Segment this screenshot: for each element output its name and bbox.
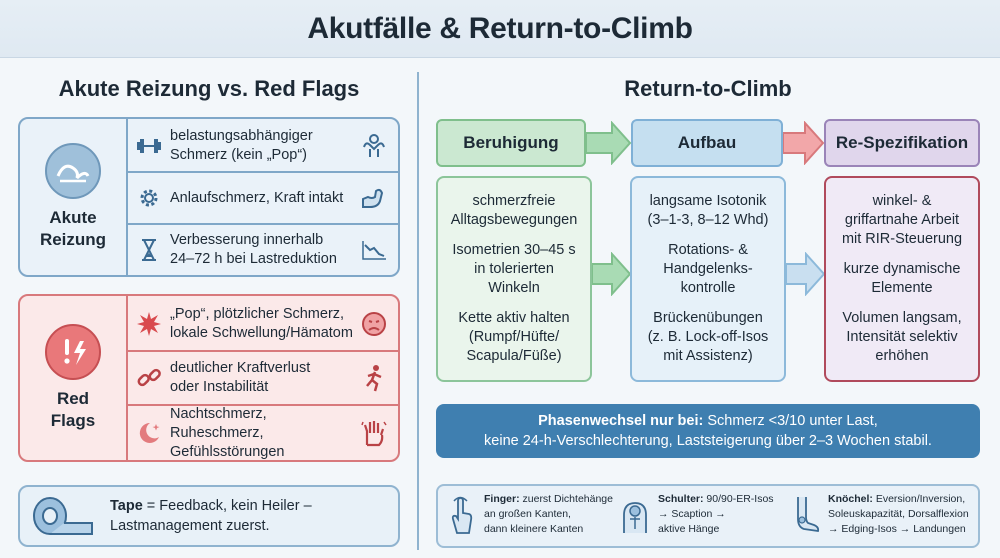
beruhigung-item-3: Kette aktiv halten (Rumpf/Hüfte/ Scapula/Füße) xyxy=(458,310,570,365)
akut-row-3-line2: 24–72 h bei Lastreduktion xyxy=(170,251,337,267)
tape-note xyxy=(18,485,400,547)
red-row-3-line2: Gefühlsstörungen xyxy=(170,443,285,460)
falling-person-icon xyxy=(360,364,388,392)
muscle-arm-icon xyxy=(360,184,388,212)
right-heading: Return-to-Climb xyxy=(624,76,792,101)
banner-line1: Schmerz <3/10 unter Last, xyxy=(703,413,878,429)
akut-row-3-line1: Verbesserung innerhalb xyxy=(170,232,324,248)
red-row-1-line2: lokale Schwellung/Hämatom xyxy=(170,325,353,341)
page-title: Akutfälle & Return-to-Climb xyxy=(307,11,693,45)
tip-finger-line2: an großen Kanten, xyxy=(484,508,571,520)
akute-reizung-panel xyxy=(18,117,400,277)
beruhigung-item-2: Isometrien 30–45 s in tolerierten Winkeln xyxy=(452,241,576,296)
phase-change-banner xyxy=(436,404,980,458)
aufbau-item-2: Rotations- & Handgelenks- kontrolle xyxy=(663,241,753,296)
red-row-1 xyxy=(128,298,398,350)
akute-reizung-label xyxy=(20,119,126,275)
title-bar xyxy=(0,0,1000,58)
akut-row-1 xyxy=(128,121,398,171)
column-divider xyxy=(417,72,419,550)
akut-row-3 xyxy=(128,225,398,275)
tip-knoechel xyxy=(788,492,969,538)
finger-tap-icon xyxy=(444,492,478,538)
phase-respezifikation-header: Re-Spezifikation xyxy=(824,119,980,167)
tip-knoechel-bold: Knöchel: xyxy=(828,493,873,505)
red-row-2-line2: oder Instabilität xyxy=(170,379,269,395)
tip-knoechel-line1: Eversion/Inversion, xyxy=(872,493,966,505)
tips-box xyxy=(436,484,980,548)
respez-item-3: Volumen langsam, Intensität selektiv erhöhen xyxy=(842,310,962,365)
arrow-header-2 xyxy=(783,121,825,165)
tip-knoechel-line3: → Edging-Isos → Landungen xyxy=(828,523,966,535)
alert-lightning-icon xyxy=(45,324,101,380)
phase-aufbau-body xyxy=(630,176,786,382)
respez-item-1: winkel- & griffartnahe Arbeit mit RIR-Steuerung xyxy=(841,192,963,247)
tape-line1: = Feedback, kein Heiler – xyxy=(142,498,312,514)
phase-respezifikation-body xyxy=(824,176,980,382)
wave-icon xyxy=(45,143,101,199)
moon-star-icon xyxy=(136,420,162,446)
tip-schulter-line3: aktive Hänge xyxy=(658,523,720,535)
red-flags-label xyxy=(20,296,126,460)
red-row-1-line1: „Pop“, plötzlicher Schmerz, xyxy=(170,306,345,322)
hourglass-icon xyxy=(136,237,162,263)
tip-finger-line3: dann kleinere Kanten xyxy=(484,523,584,535)
ankle-icon xyxy=(788,492,822,538)
akut-row-2 xyxy=(128,173,398,223)
tip-finger-bold: Finger: xyxy=(484,493,520,505)
phase-aufbau-header: Aufbau xyxy=(631,119,783,167)
left-heading: Akute Reizung vs. Red Flags xyxy=(58,76,360,101)
tip-schulter-bold: Schulter: xyxy=(658,493,704,505)
burst-icon xyxy=(136,311,162,337)
akut-row-1-line2: Schmerz (kein „Pop“) xyxy=(170,147,307,163)
red-row-2 xyxy=(128,352,398,404)
akut-row-1-line1: belastungsabhängiger xyxy=(170,128,313,144)
gear-icon xyxy=(136,185,162,211)
tape-roll-icon xyxy=(28,491,98,541)
red-flags-panel xyxy=(18,294,400,462)
akute-label-line2: Reizung xyxy=(39,230,107,249)
red-label-line2: Flags xyxy=(50,411,96,430)
red-row-2-line1: deutlicher Kraftverlust xyxy=(170,360,311,376)
tip-finger xyxy=(444,492,613,538)
red-row-3 xyxy=(128,406,398,460)
tip-finger-line1: zuerst Dichtehänge xyxy=(519,493,613,505)
respez-item-2: kurze dynamische Elemente xyxy=(843,260,961,296)
broken-chain-icon xyxy=(136,365,162,391)
akut-row-2-line1: Anlaufschmerz, Kraft intakt xyxy=(170,189,344,206)
red-label-line1: Red xyxy=(56,389,90,408)
beruhigung-item-1: schmerzfreie Alltagsbewegungen xyxy=(450,192,578,228)
shoulder-icon xyxy=(618,492,652,538)
flexing-arm-icon xyxy=(360,132,388,160)
red-row-3-line1: Nachtschmerz, Ruheschmerz, xyxy=(170,405,267,441)
akute-label-line1: Akute xyxy=(49,208,97,227)
banner-line2: keine 24-h-Verschlechterung, Laststeigerung über 2–3 Wochen stabil. xyxy=(484,433,932,449)
aufbau-item-3: Brückenübungen (z. B. Lock-off-Isos mit Assistenz) xyxy=(647,310,769,365)
pain-face-icon xyxy=(360,310,388,338)
arrow-body-2 xyxy=(786,252,826,296)
phase-beruhigung-body xyxy=(436,176,592,382)
phase-beruhigung-header: Beruhigung xyxy=(436,119,586,167)
tip-knoechel-line2: Soleuskapazität, Dorsalflexion xyxy=(828,508,969,520)
tip-schulter xyxy=(618,492,774,538)
arrow-header-1 xyxy=(586,121,632,165)
banner-bold: Phasenwechsel nur bei: xyxy=(538,413,704,429)
tape-line2: Lastmanagement zuerst. xyxy=(110,518,270,534)
tape-bold: Tape xyxy=(110,498,143,514)
tip-schulter-line2: → Scaption → xyxy=(658,508,726,520)
declining-chart-icon xyxy=(360,236,388,264)
aufbau-item-1: langsame Isotonik (3–1-3, 8–12 Whd) xyxy=(647,192,769,228)
tip-schulter-line1: 90/90-ER-Isos xyxy=(703,493,774,505)
dumbbell-icon xyxy=(136,133,162,159)
arrow-body-1 xyxy=(592,252,632,296)
tingling-hand-icon xyxy=(360,419,388,447)
